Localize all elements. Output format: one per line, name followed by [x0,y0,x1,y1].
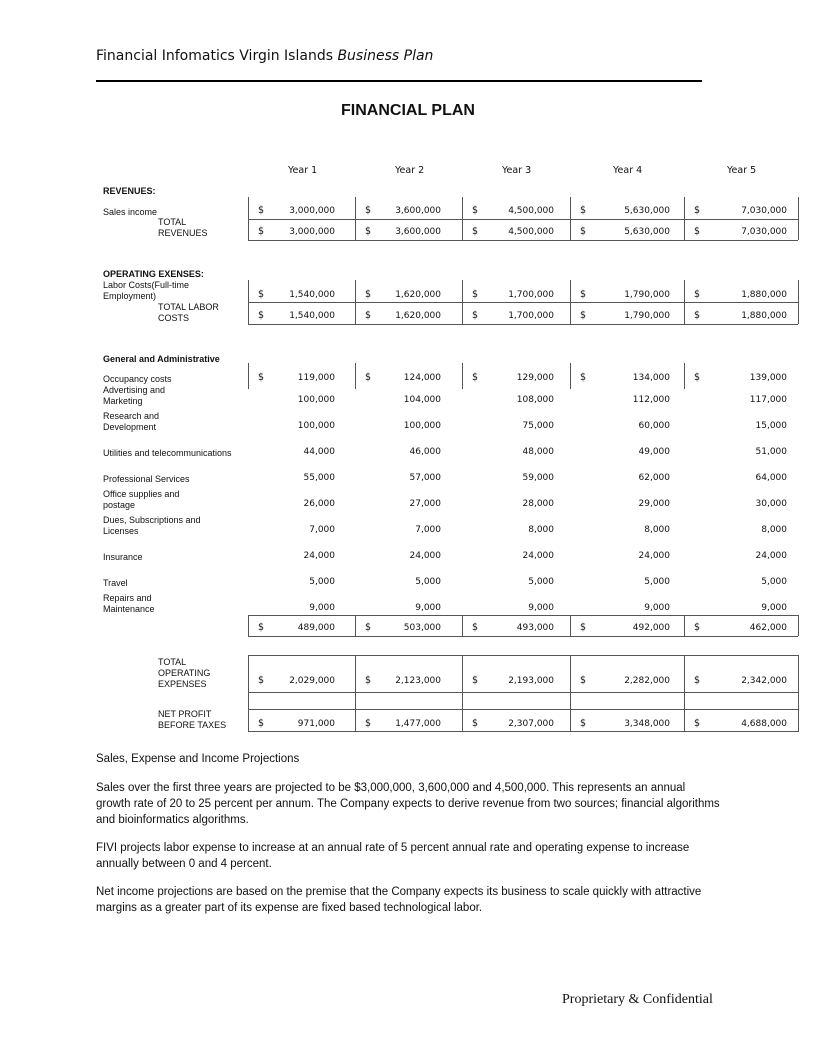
cell-labor: 1,880,000 [741,290,787,300]
cell-travel: 5,000 [309,577,335,587]
cell-total-revenues: 3,600,000 [395,227,441,237]
cell-repairs: 9,000 [528,603,554,613]
dollar-sign: $ [365,310,372,321]
dollar-sign: $ [472,205,479,216]
label-dues-1: Dues, Subscriptions and [103,515,201,525]
cell-total-labor: 1,540,000 [289,311,335,321]
year-header: Year 3 [502,165,532,176]
label-total-rev-2: REVENUES [158,228,208,238]
label-total-opex-1: TOTAL [158,657,187,667]
cell-total-opex: 2,282,000 [624,676,670,686]
label-research-2: Development [103,422,157,432]
prose-heading: Sales, Expense and Income Projections [96,753,300,765]
dollar-sign: $ [694,226,701,237]
page-header [96,48,433,64]
cell-travel: 5,000 [761,577,787,587]
cell-sales: 5,630,000 [624,206,670,216]
cell-ga-total: 503,000 [403,623,441,633]
dollar-sign: $ [258,372,265,383]
dollar-sign: $ [694,675,701,686]
cell-sales: 3,600,000 [395,206,441,216]
cell-net-profit: 1,477,000 [395,719,441,729]
cell-utilities: 46,000 [409,447,441,457]
year-header: Year 2 [395,165,425,176]
cell-labor: 1,790,000 [624,290,670,300]
cell-advertising: 108,000 [516,395,554,405]
label-advertising-1: Advertising and [103,385,166,395]
cell-utilities: 49,000 [638,447,670,457]
cell-net-profit: 3,348,000 [624,719,670,729]
cell-repairs: 9,000 [309,603,335,613]
cell-total-opex: 2,029,000 [289,676,335,686]
label-insurance: Insurance [103,552,143,562]
label-travel: Travel [103,578,128,588]
label-research-1: Research and [103,411,160,421]
cell-professional: 57,000 [409,473,441,483]
dollar-sign: $ [472,372,479,383]
dollar-sign: $ [365,205,372,216]
cell-total-labor: 1,880,000 [741,311,787,321]
dollar-sign: $ [580,289,587,300]
cell-occupancy: 134,000 [632,373,670,383]
label-utilities: Utilities and telecommunications [103,448,232,458]
dollar-sign: $ [472,675,479,686]
cell-ga-total: 492,000 [632,623,670,633]
cell-dues: 7,000 [415,525,441,535]
cell-insurance: 24,000 [638,551,670,561]
cell-dues: 8,000 [761,525,787,535]
cell-office: 27,000 [409,499,441,509]
cell-repairs: 9,000 [644,603,670,613]
dollar-sign: $ [580,226,587,237]
cell-research: 60,000 [638,421,670,431]
dollar-sign: $ [580,310,587,321]
cell-insurance: 24,000 [755,551,787,561]
cell-office: 30,000 [755,499,787,509]
label-total-opex-2: OPERATING [158,668,211,678]
cell-labor: 1,700,000 [508,290,554,300]
dollar-sign: $ [258,675,265,686]
label-office-2: postage [103,500,136,510]
label-net-profit-1: NET PROFIT [158,709,212,719]
cell-labor: 1,540,000 [289,290,335,300]
dollar-sign: $ [365,622,372,633]
cell-total-opex: 2,342,000 [741,676,787,686]
cell-research: 75,000 [522,421,554,431]
label-net-profit-2: BEFORE TAXES [158,720,227,730]
paragraph-sales: Sales over the first three years are projected to be $3,000,000, 3,600,000 and 4,500,000. This represents an annual growth rate of 20 to 25 percent per annum. The Company expects to derive revenue from two sources; financial algorithms and bioinformatics algorithms. [96,782,720,826]
cell-occupancy: 124,000 [403,373,441,383]
year-header: Year 4 [613,165,643,176]
cell-occupancy: 139,000 [749,373,787,383]
cell-insurance: 24,000 [303,551,335,561]
dollar-sign: $ [258,310,265,321]
cell-total-revenues: 3,000,000 [289,227,335,237]
cell-ga-total: 493,000 [516,623,554,633]
label-total-rev-1: TOTAL [158,217,187,227]
cell-net-profit: 2,307,000 [508,719,554,729]
cell-ga-total: 489,000 [297,623,335,633]
year-header: Year 5 [727,165,757,176]
dollar-sign: $ [365,372,372,383]
header-doc-type: Business Plan [337,48,434,64]
label-occupancy: Occupancy costs [103,374,172,384]
dollar-sign: $ [365,289,372,300]
cell-office: 28,000 [522,499,554,509]
dollar-sign: $ [365,675,372,686]
label-labor-1: Labor Costs(Full-time [103,280,190,290]
cell-repairs: 9,000 [761,603,787,613]
cell-advertising: 100,000 [297,395,335,405]
cell-total-revenues: 5,630,000 [624,227,670,237]
cell-total-revenues: 7,030,000 [741,227,787,237]
label-repairs-2: Maintenance [103,604,155,614]
header-rule [96,80,702,82]
cell-advertising: 117,000 [749,395,787,405]
dollar-sign: $ [580,622,587,633]
dollar-sign: $ [694,310,701,321]
cell-travel: 5,000 [644,577,670,587]
dollar-sign: $ [694,289,701,300]
cell-total-labor: 1,620,000 [395,311,441,321]
label-dues-2: Licenses [103,526,139,536]
dollar-sign: $ [258,289,265,300]
dollar-sign: $ [365,718,372,729]
dollar-sign: $ [472,226,479,237]
cell-professional: 59,000 [522,473,554,483]
cell-dues: 8,000 [528,525,554,535]
cell-professional: 55,000 [303,473,335,483]
cell-utilities: 48,000 [522,447,554,457]
cell-total-labor: 1,700,000 [508,311,554,321]
cell-professional: 62,000 [638,473,670,483]
cell-insurance: 24,000 [522,551,554,561]
dollar-sign: $ [580,205,587,216]
cell-occupancy: 129,000 [516,373,554,383]
cell-research: 100,000 [403,421,441,431]
dollar-sign: $ [694,622,701,633]
cell-ga-total: 462,000 [749,623,787,633]
cell-repairs: 9,000 [415,603,441,613]
cell-sales: 4,500,000 [508,206,554,216]
cell-total-labor: 1,790,000 [624,311,670,321]
cell-utilities: 51,000 [755,447,787,457]
dollar-sign: $ [694,372,701,383]
section-ga: General and Administrative [103,354,220,364]
label-advertising-2: Marketing [103,396,143,406]
page-title: FINANCIAL PLAN [341,102,475,119]
label-total-labor-2: COSTS [158,313,190,323]
paragraph-net-income: Net income projections are based on the premise that the Company expects its business to scale quickly with attractive margins as a greater part of its expense are fixed based technological labor. [96,886,702,914]
dollar-sign: $ [472,310,479,321]
section-operating: OPERATING EXENSES: [103,269,204,279]
section-revenues: REVENUES: [103,186,156,196]
label-sales: Sales income [103,207,158,217]
cell-sales: 3,000,000 [289,206,335,216]
label-office-1: Office supplies and [103,489,180,499]
label-total-labor-1: TOTAL LABOR [158,302,219,312]
cell-research: 15,000 [755,421,787,431]
cell-travel: 5,000 [415,577,441,587]
paragraph-labor: FIVI projects labor expense to increase at an annual rate of 5 percent annual rate and operating expense to increase annually between 0 and 4 percent. [96,842,690,870]
cell-net-profit: 971,000 [297,719,335,729]
cell-professional: 64,000 [755,473,787,483]
dollar-sign: $ [258,205,265,216]
dollar-sign: $ [258,718,265,729]
cell-net-profit: 4,688,000 [741,719,787,729]
dollar-sign: $ [365,226,372,237]
dollar-sign: $ [580,372,587,383]
dollar-sign: $ [258,622,265,633]
cell-office: 26,000 [303,499,335,509]
cell-office: 29,000 [638,499,670,509]
cell-dues: 8,000 [644,525,670,535]
label-repairs-1: Repairs and [103,593,152,603]
dollar-sign: $ [694,718,701,729]
cell-travel: 5,000 [528,577,554,587]
cell-utilities: 44,000 [303,447,335,457]
cell-total-opex: 2,123,000 [395,676,441,686]
cell-sales: 7,030,000 [741,206,787,216]
label-professional: Professional Services [103,474,190,484]
label-total-opex-3: EXPENSES [158,679,207,689]
year-header: Year 1 [288,165,318,176]
dollar-sign: $ [472,289,479,300]
cell-research: 100,000 [297,421,335,431]
cell-occupancy: 119,000 [297,373,335,383]
dollar-sign: $ [472,622,479,633]
header-company: Financial Infomatics Virgin Islands [96,48,338,64]
dollar-sign: $ [694,205,701,216]
dollar-sign: $ [580,718,587,729]
dollar-sign: $ [472,718,479,729]
cell-dues: 7,000 [309,525,335,535]
cell-total-revenues: 4,500,000 [508,227,554,237]
dollar-sign: $ [580,675,587,686]
cell-total-opex: 2,193,000 [508,676,554,686]
footer-confidential: Proprietary & Confidential [562,992,713,1007]
cell-advertising: 112,000 [632,395,670,405]
cell-insurance: 24,000 [409,551,441,561]
label-labor-2: Employment) [103,291,157,301]
cell-labor: 1,620,000 [395,290,441,300]
dollar-sign: $ [258,226,265,237]
cell-advertising: 104,000 [403,395,441,405]
